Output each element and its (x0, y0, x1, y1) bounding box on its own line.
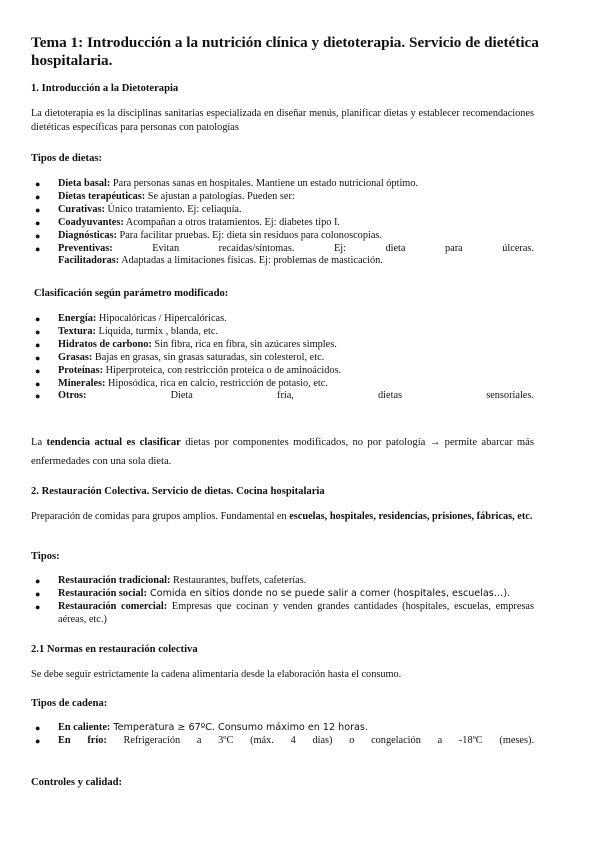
bullet-icon: ● (35, 601, 41, 612)
diet-types-list (31, 178, 534, 268)
section-2-1-heading: 2.1 Normas en restauración colectiva (31, 644, 198, 655)
tendency-paragraph: La tendencia actual es clasificar dietas por componentes modificados, no por patología → permite abarcar más enfermedades con una sola dieta. (31, 437, 534, 467)
section-2-1-intro: Se debe seguir estrictamente la cadena alimentaria desde la elaboración hasta el consumo. (31, 669, 402, 680)
bullet-icon: ● (35, 365, 41, 376)
list-item: ● Hidratos de carbono: Sin fibra, rica en fibra, sin azúcares simples. (35, 338, 337, 350)
bullet-icon: ● (35, 723, 41, 733)
controls-heading: Controles y calidad: (31, 777, 123, 788)
bullet-icon: ● (35, 339, 41, 350)
bullet-icon: ● (35, 314, 41, 324)
section-2-heading: 2. Restauración Colectiva. Servicio de dietas. Cocina hospitalaria (31, 486, 325, 497)
list-item: ● Minerales: Hiposódica, rica en calcio, restricción de potasio, etc. (35, 377, 328, 389)
list-item: ● Restauración social: Comida en sitios donde no se puede salir a comer (hospitales, escuelas…). (35, 587, 511, 599)
section-2-intro: Preparación de comidas para grupos amplios. Fundamental en escuelas, hospitales, residencias, prisiones, fábricas, etc. (31, 511, 533, 522)
list-item: ● Coadyuvantes: Acompañan a otros tratamientos. Ej: diabetes tipo I. (35, 216, 340, 228)
list-item: ● En caliente: Temperatura ≥ 67ºC. Consumo máximo en 12 horas. (35, 722, 368, 733)
bullet-icon: ● (35, 204, 41, 215)
bullet-icon: ● (35, 326, 41, 337)
bullet-icon: ● (35, 378, 41, 389)
list-item: ● Diagnósticas: Para facilitar pruebas. Ej: dieta sin residuos para colonoscopias. (35, 229, 382, 241)
bullet-icon: ● (35, 230, 41, 241)
section-1-heading: 1. Introducción a la Dietoterapia (31, 83, 179, 94)
list-item: ● Curativas: Único tratamiento. Ej: celiaquía. (35, 203, 242, 215)
list-item: ● Dietas terapéuticas: Se ajustan a patologías. Pueden ser: (35, 190, 295, 202)
list-item: ● Restauración tradicional: Restaurantes, buffets, cafeterías. (35, 575, 307, 586)
chain-types-list (31, 722, 534, 748)
preventivas-line: Preventivas: Evitan recaídas/síntomas. Ej: dieta para úlceras. (58, 242, 534, 254)
bullet-icon: ● (35, 735, 41, 746)
list-item (31, 243, 534, 256)
list-item (31, 390, 534, 403)
otros-line: Otros: Dieta fría, dietas sensoriales. (58, 390, 534, 402)
list-item: ● Grasas: Bajas en grasas, sin grasas saturadas, sin colesterol, etc. (35, 351, 325, 363)
bullet-icon: ● (35, 243, 41, 254)
restauracion-types-heading: Tipos: (31, 551, 60, 562)
list-item: ● Dieta basal: Para personas sanas en hospitales. Mantiene un estado nutricional óptimo. (35, 178, 419, 189)
list-item: ● Restauración comercial: Empresas que cocinan y venden grandes cantidades (hospitales, escuelas, empresas aéreas, etc.) (35, 600, 534, 625)
restauracion-types-list (31, 575, 534, 627)
list-item: ● En frío: Refrigeración a 3ºC (máx. 4 días) o congelación a -18ºC (meses). (35, 734, 534, 746)
bullet-icon: ● (35, 191, 41, 202)
classification-heading: Clasificación según parámetro modificado: (34, 288, 229, 299)
list-item-continuation: Facilitadoras: Adaptadas a limitaciones físicas. Ej: problemas de masticación. (58, 255, 383, 267)
diet-types-heading: Tipos de dietas: (31, 153, 103, 164)
page-title: Tema 1: Introducción a la nutrición clínica y dietoterapia. Servicio de dietética hospitalaria. (31, 34, 539, 69)
chain-types-heading: Tipos de cadena: (31, 698, 108, 709)
list-item: ● Proteínas: Hiperproteica, con restricción proteica o de aminoácidos. (35, 364, 342, 376)
list-item: ● Energía: Hipocalóricas / Hipercalóricas. (35, 313, 227, 324)
section-1-intro: La dietoterapia es la disciplinas sanitarias especializada en diseñar menús, planificar dietas y establecer recomendaciones dietéticas específicas para personas con patologías (31, 108, 534, 133)
classification-list (31, 313, 534, 403)
bullet-icon: ● (35, 179, 41, 189)
bullet-icon: ● (35, 391, 41, 402)
list-item: ● Textura: Líquida, turmix , blanda, etc. (35, 325, 219, 337)
bullet-icon: ● (35, 352, 41, 363)
bullet-icon: ● (35, 576, 41, 586)
bullet-icon: ● (35, 588, 41, 599)
bullet-icon: ● (35, 217, 41, 228)
